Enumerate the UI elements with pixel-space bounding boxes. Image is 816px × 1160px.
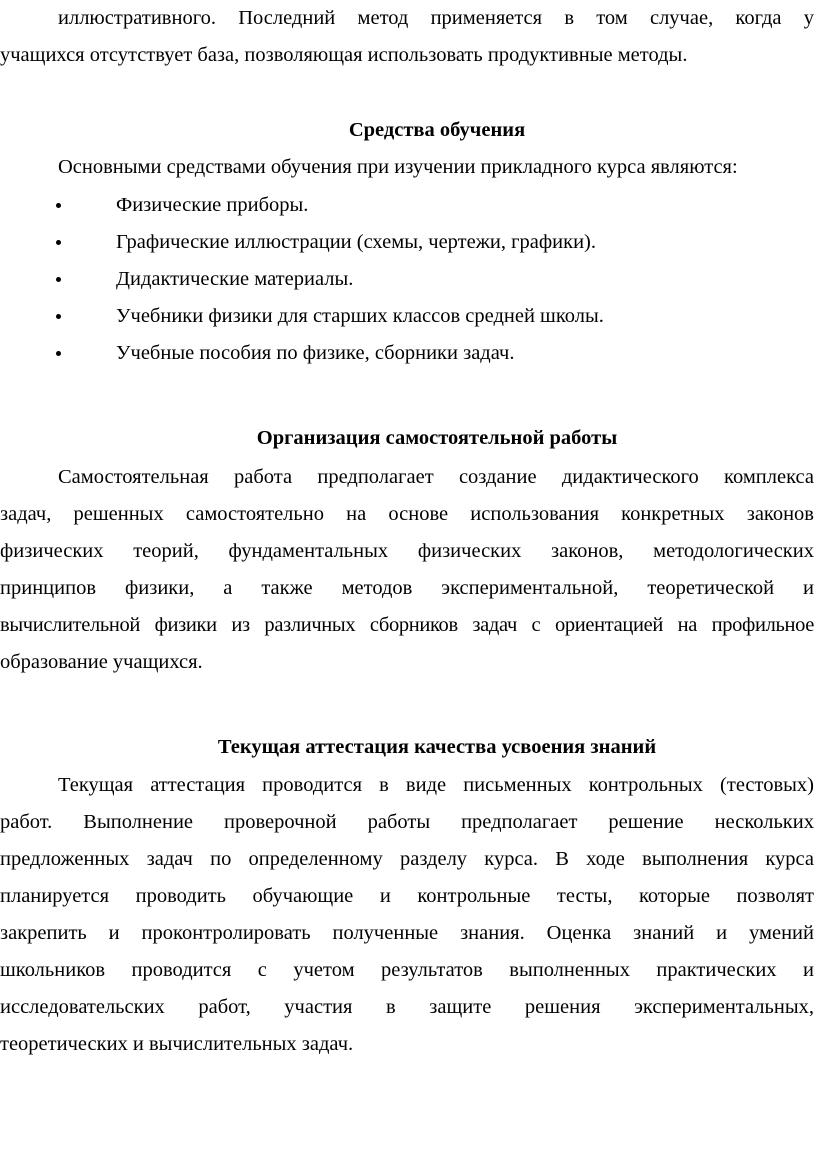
lead-text: Основными средствами обучения при изучении прикладного курса являются:	[58, 156, 738, 178]
paragraph-line: школьников проводится с учетом результатов выполненных практических и	[0, 959, 814, 981]
paragraph-line: физических теорий, фундаментальных физических законов, методологических	[0, 540, 814, 562]
paragraph-line: предложенных задач по определенному разделу курса. В ходе выполнения курса	[0, 848, 814, 870]
paragraph-line: образование учащихся.	[0, 651, 203, 673]
teaching-means-list	[0, 187, 814, 372]
paragraph-line: исследовательских работ, участия в защите решения экспериментальных,	[0, 996, 814, 1018]
paragraph-line: принципов физики, а также методов экспериментальной, теоретической и	[0, 577, 814, 599]
current-assessment-paragraph	[0, 767, 814, 1063]
bullet-icon	[56, 351, 61, 356]
paragraph-line: планируется проводить обучающие и контрольные тесты, которые позволят	[0, 885, 814, 907]
paragraph-line: вычислительной физики из различных сборников задач с ориентацией на профильное	[0, 614, 814, 636]
list-item-text: Дидактические материалы.	[116, 268, 354, 290]
paragraph-line: Текущая аттестация проводится в виде письменных контрольных (тестовых)	[58, 774, 814, 796]
section-heading-current-assessment: Текущая аттестация качества усвоения знаний	[217, 736, 657, 758]
list-item	[0, 261, 814, 298]
intro-paragraph	[0, 0, 814, 74]
paragraph-line: Самостоятельная работа предполагает создание дидактического комплекса	[58, 466, 814, 488]
teaching-means-lead	[0, 149, 814, 186]
bullet-icon	[56, 240, 61, 245]
bullet-icon	[56, 203, 61, 208]
list-item-text: Графические иллюстрации (схемы, чертежи, графики).	[116, 231, 596, 253]
paragraph-line: задач, решенных самостоятельно на основе использования конкретных законов	[0, 503, 814, 525]
list-item-text: Физические приборы.	[116, 194, 309, 216]
list-item	[0, 224, 814, 261]
bullet-icon	[56, 314, 61, 319]
intro-line: учащихся отсутствует база, позволяющая использовать продуктивные методы.	[0, 44, 688, 66]
section-heading-independent-work: Организация самостоятельной работы	[256, 427, 618, 449]
list-item	[0, 298, 814, 335]
intro-line: иллюстративного. Последний метод применяется в том случае, когда у	[58, 7, 814, 29]
list-item-text: Учебники физики для старших классов средней школы.	[116, 305, 604, 327]
list-item	[0, 187, 814, 224]
paragraph-line: теоретических и вычислительных задач.	[0, 1033, 354, 1055]
section-heading-teaching-means: Средства обучения	[348, 119, 526, 141]
paragraph-line: закрепить и проконтролировать полученные знания. Оценка знаний и умений	[0, 922, 814, 944]
bullet-icon	[56, 277, 61, 282]
list-item-text: Учебные пособия по физике, сборники задач.	[116, 342, 515, 364]
independent-work-paragraph	[0, 459, 814, 681]
list-item	[0, 335, 814, 372]
paragraph-line: работ. Выполнение проверочной работы предполагает решение нескольких	[0, 811, 814, 833]
